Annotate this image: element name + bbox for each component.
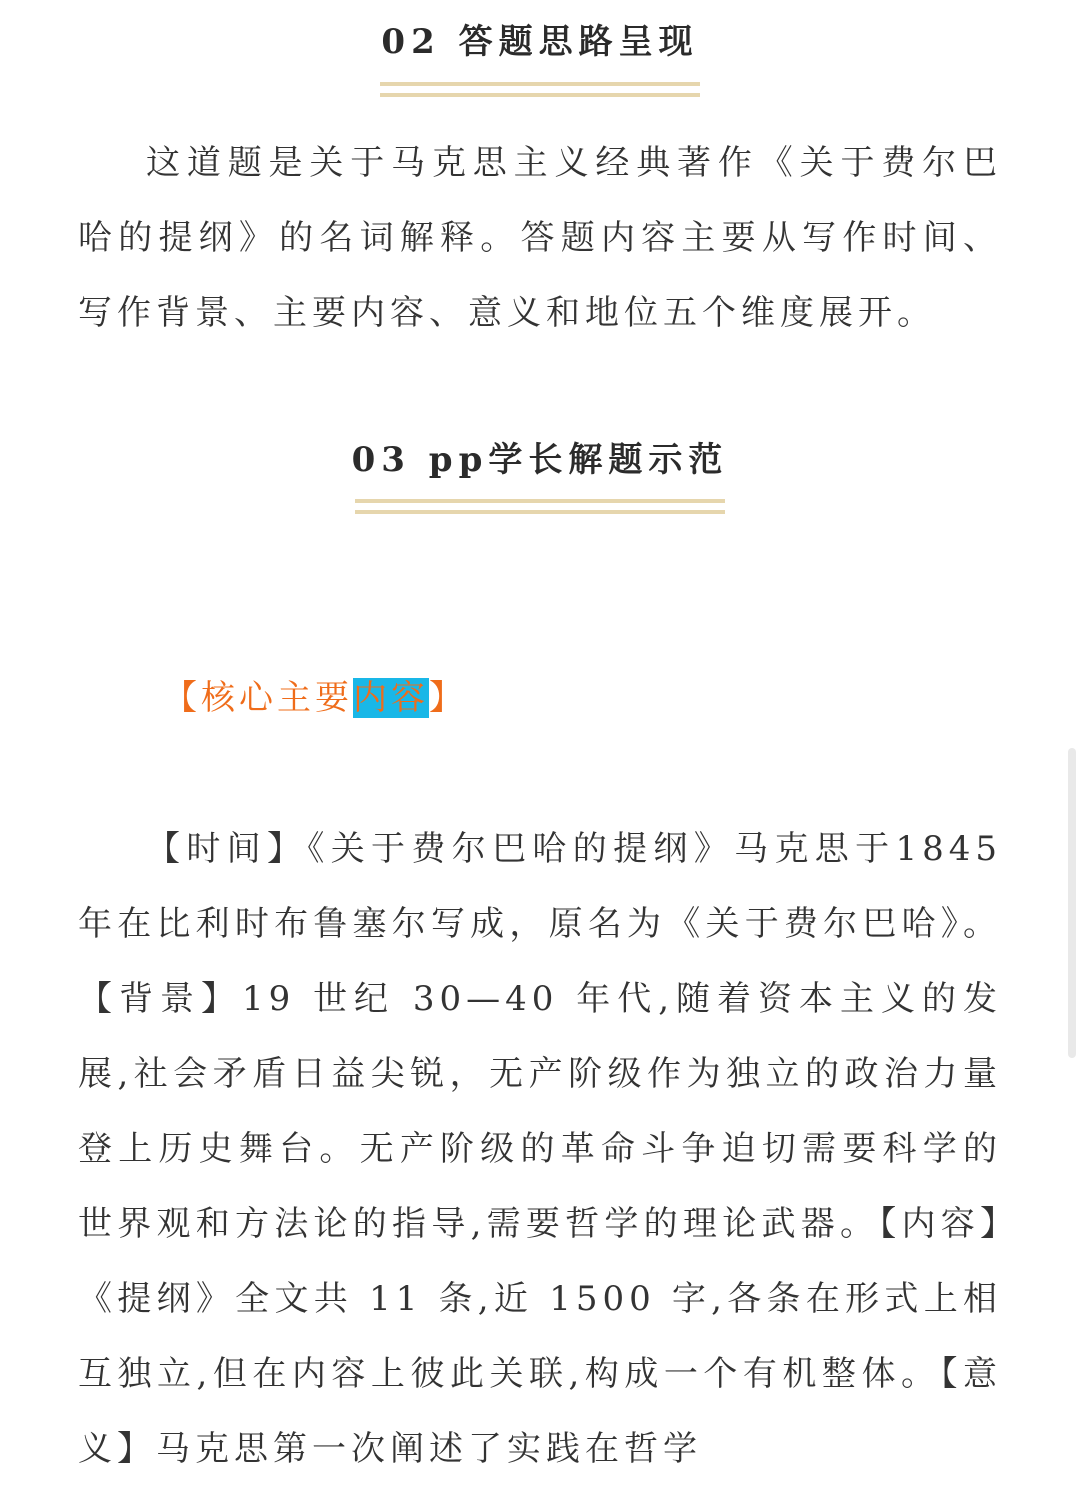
answer-text: 【时间】《关于费尔巴哈的提纲》马克思于1845 年在比利时布鲁塞尔写成，原名为《关于费尔巴哈》。【背景】19 世纪 30—40 年代,随着资本主义的发展,社会矛盾日益尖锐，无产阶级作为独立的政治力量登上历史舞台。无产阶级的革命斗争迫切需要科学的世界观和方法论的指导,需要哲学的理论武器。【内容】《提纲》全文共 11 条,近 1500 字,各条在形式上相互独立,但在内容上彼此关联,构成一个有机整体。【意义】马克思第一次阐述了实践在哲学 [78, 829, 1002, 1469]
section-heading-approach: 02 答题思路呈现 [381, 22, 699, 62]
bracket-open: 【 [163, 678, 201, 718]
approach-paragraph [78, 126, 1002, 351]
core-title-text: 核心主要 [201, 678, 353, 718]
core-title-highlight: 内容 [353, 678, 429, 718]
bracket-close: 】 [429, 678, 467, 718]
heading-underline-decoration [380, 82, 700, 98]
approach-text: 这道题是关于马克思主义经典著作《关于费尔巴哈的提纲》的名词解释。答题内容主要从写作时间、写作背景、主要内容、意义和地位五个维度展开。 [78, 143, 1002, 333]
section-heading-demo: 03 pp学长解题示范 [351, 440, 729, 480]
scrollbar[interactable] [1068, 748, 1076, 1058]
answer-paragraph [78, 812, 1002, 1487]
core-content-title [163, 668, 467, 728]
heading-underline-decoration [355, 499, 725, 515]
